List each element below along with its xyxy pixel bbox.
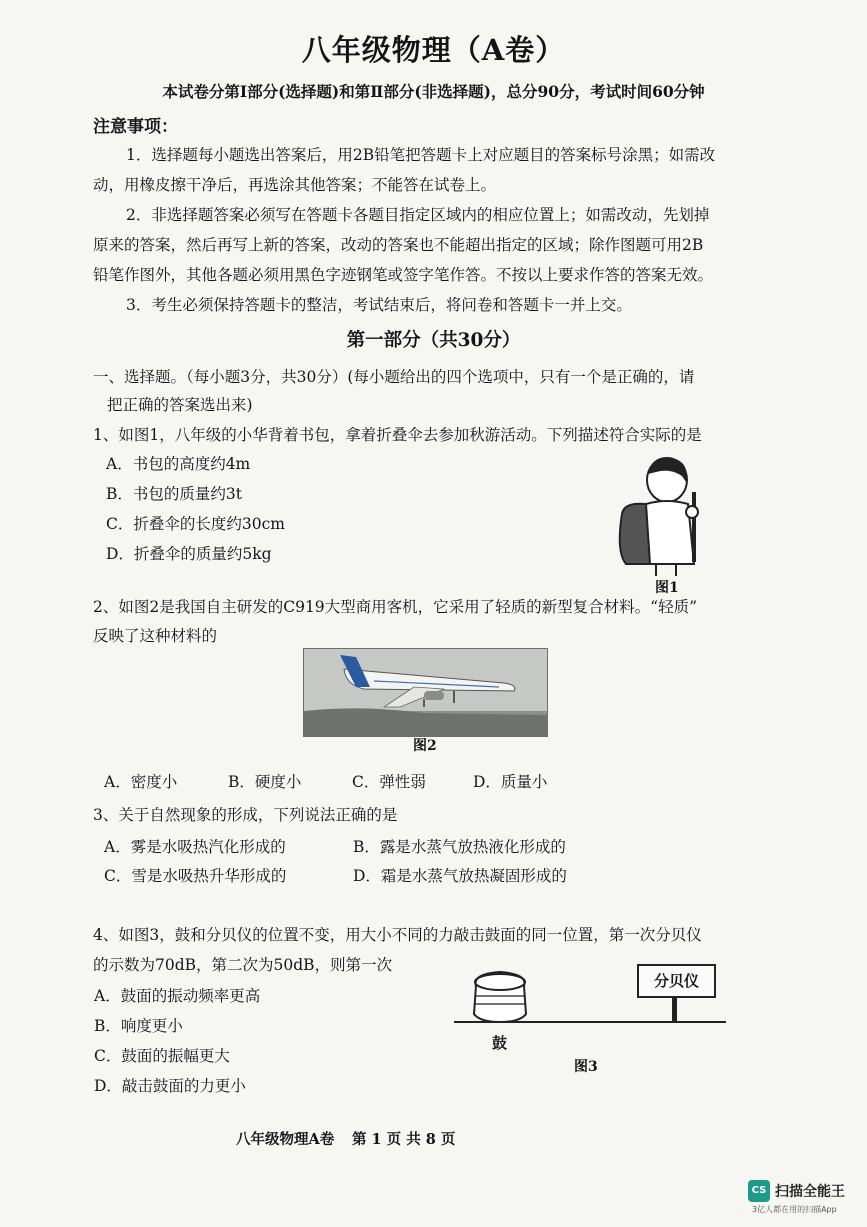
question-2-stem: 反映了这种材料的 (93, 627, 218, 645)
student-backpack-figure (612, 452, 712, 577)
question-2-option-c: C．弹性弱 (352, 773, 426, 791)
question-4-stem: 4、如图3，鼓和分贝仪的位置不变，用大小不同的力敲击鼓面的同一位置，第一次分贝仪 (93, 926, 702, 944)
question-2-option-b: B．硬度小 (228, 773, 302, 791)
notice-heading: 注意事项： (93, 117, 178, 137)
question-1-option-b: B．书包的质量约3t (106, 485, 242, 503)
footer-title: 八年级物理A卷 (236, 1131, 335, 1148)
notice-line: 铅笔作图外，其他各题必须用黑色字迹钢笔或签字笔作答。不按以上要求作答的答案无效。 (93, 266, 714, 284)
question-4-option-b: B．响度更小 (94, 1017, 183, 1035)
question-2-option-a: A．密度小 (104, 773, 178, 791)
question-4-option-c: C．鼓面的振幅更大 (94, 1047, 230, 1065)
exam-subtitle: 本试卷分第Ⅰ部分(选择题)和第Ⅱ部分(非选择题)，总分90分，考试时间60分钟 (162, 82, 705, 101)
section-intro: 一、选择题。（每小题3分，共30分）(每小题给出的四个选项中，只有一个是正确的，请 (93, 368, 695, 386)
question-3-option-d: D．霜是水蒸气放热凝固形成的 (353, 867, 567, 885)
drum-label: 鼓 (492, 1034, 508, 1052)
notice-line: 3．考生必须保持答题卡的整洁，考试结束后，将问卷和答题卡一并上交。 (126, 296, 632, 314)
question-3-option-c: C．雪是水吸热升华形成的 (104, 867, 287, 885)
decibel-meter-label: 分贝仪 (637, 964, 716, 998)
figure-3-caption: 图3 (574, 1059, 598, 1075)
question-1-option-d: D．折叠伞的质量约5kg (106, 545, 272, 563)
question-4-option-d: D．敲击鼓面的力更小 (94, 1077, 246, 1095)
scanner-watermark (748, 1180, 845, 1202)
question-3-stem: 3、关于自然现象的形成，下列说法正确的是 (93, 806, 398, 824)
question-2-stem: 2、如图2是我国自主研发的C919大型商用客机，它采用了轻质的新型复合材料。“轻质” (93, 598, 698, 616)
camscanner-logo-icon: CS (748, 1180, 770, 1202)
figure-2-caption: 图2 (413, 738, 437, 754)
question-1-option-a: A．书包的高度约4m (106, 455, 251, 473)
watermark-name: 扫描全能王 (775, 1184, 845, 1200)
notice-line: 2．非选择题答案必须写在答题卡各题目指定区域内的相应位置上；如需改动，先划掉 (126, 206, 710, 224)
question-4-stem: 的示数为70dB，第二次为50dB，则第一次 (93, 956, 393, 974)
page-title: 八年级物理（A卷） (301, 33, 566, 67)
section-intro: 把正确的答案选出来) (107, 396, 253, 414)
footer-page-number: 第 1 页 共 8 页 (352, 1131, 456, 1148)
question-2-option-d: D．质量小 (473, 773, 548, 791)
section-title: 第一部分（共30分） (346, 330, 521, 351)
question-1-stem: 1、如图1，八年级的小华背着书包，拿着折叠伞去参加秋游活动。下列描述符合实际的是 (93, 426, 702, 444)
question-3-option-a: A．雾是水吸热汽化形成的 (104, 838, 286, 856)
notice-line: 动，用橡皮擦干净后，再选涂其他答案；不能答在试卷上。 (93, 176, 497, 194)
notice-line: 1．选择题每小题选出答案后，用2B铅笔把答题卡上对应题目的答案标号涂黑；如需改 (126, 146, 716, 164)
c919-airplane-photo (303, 648, 548, 737)
question-4-option-a: A．鼓面的振动频率更高 (94, 987, 261, 1005)
question-3-option-b: B．露是水蒸气放热液化形成的 (353, 838, 566, 856)
question-1-option-c: C．折叠伞的长度约30cm (106, 515, 285, 533)
figure-1-caption: 图1 (655, 580, 679, 596)
notice-line: 原来的答案，然后再写上新的答案，改动的答案也不能超出指定的区域；除作图题可用2B (93, 236, 704, 254)
watermark-tagline: 3亿人都在用的扫描App (752, 1205, 837, 1214)
